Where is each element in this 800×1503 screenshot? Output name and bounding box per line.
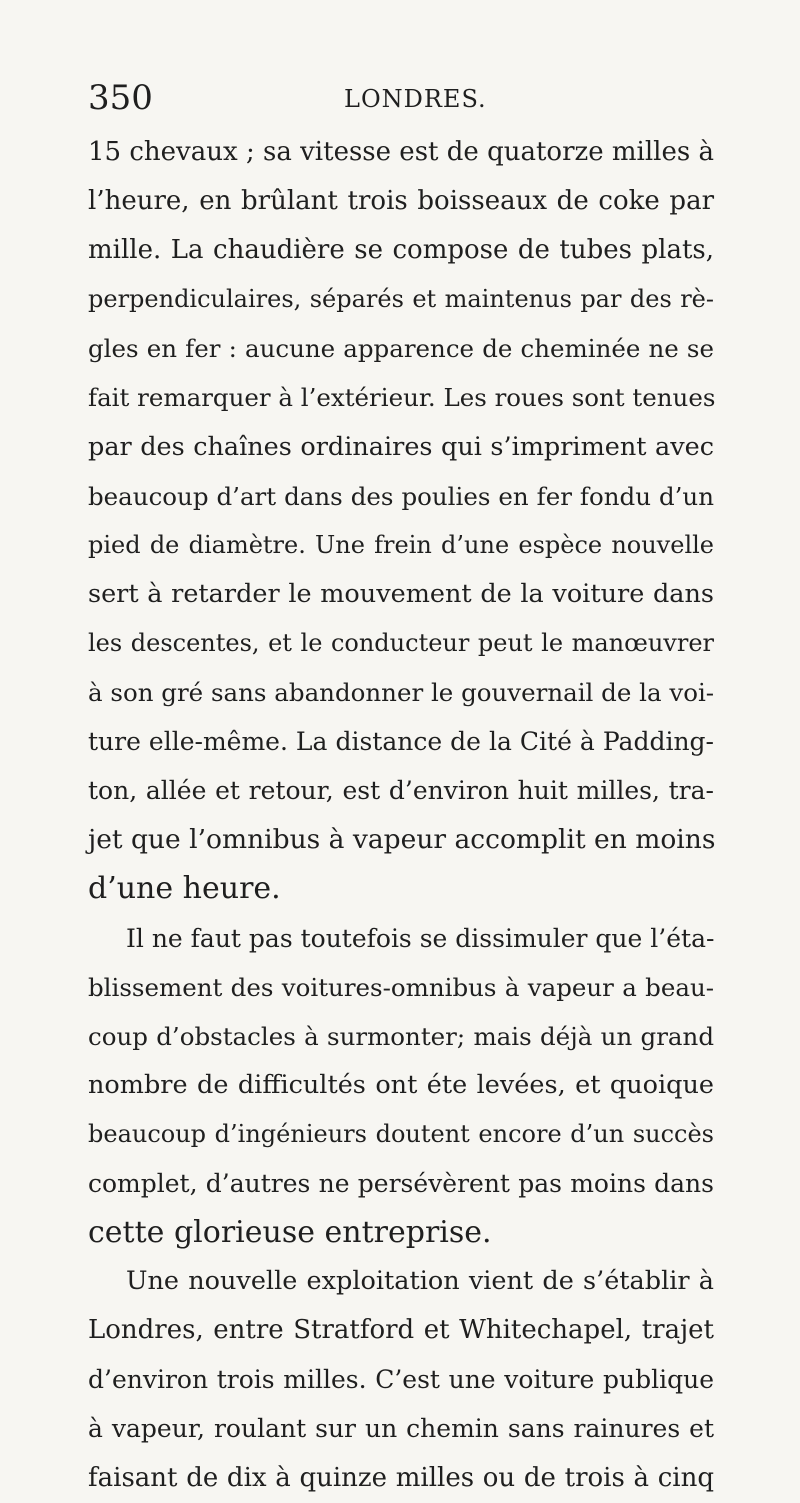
text-line: mille. La chaudière se compose de tubes plats,	[88, 235, 714, 266]
text-line: Londres, entre Stratford et Whitechapel, trajet	[88, 1315, 714, 1346]
page-number: 350	[88, 78, 153, 118]
text-line: perpendiculaires, séparés et maintenus par des rè-	[88, 285, 714, 314]
running-head: LONDRES.	[344, 85, 487, 113]
text-line: beaucoup d’art dans des poulies en fer fondu d’un	[88, 481, 714, 511]
text-line: beaucoup d’ingénieurs doutent encore d’un succès	[88, 1119, 714, 1148]
text-line: nombre de difficultés ont éte levées, et quoique	[88, 1069, 714, 1100]
text-line: gles en fer : aucune apparence de cheminée ne se	[88, 334, 714, 364]
body-text	[88, 128, 714, 1503]
text-line: d’environ trois milles. C’est une voiture publique	[88, 1365, 714, 1395]
text-line: complet, d’autres ne persévèrent pas moins dans	[88, 1168, 714, 1198]
text-line: les descentes, et le conducteur peut le manœuvrer	[88, 628, 714, 657]
text-line: jet que l’omnibus à vapeur accomplit en moins	[88, 824, 716, 856]
text-line: sert à retarder le mouvement de la voiture dans	[88, 578, 714, 609]
text-line: faisant de dix à quinze milles ou de trois à cinq	[88, 1462, 714, 1493]
text-line: l’heure, en brûlant trois boisseaux de coke par	[88, 186, 714, 217]
text-line: à vapeur, roulant sur un chemin sans rainures et	[88, 1414, 714, 1444]
text-line: pied de diamètre. Une frein d’une espèce nouvelle	[88, 530, 714, 559]
text-line: fait remarquer à l’extérieur. Les roues sont tenues	[88, 383, 716, 413]
text-line: d’une heure.	[88, 871, 281, 907]
text-line: coup d’obstacles à surmonter; mais déjà un grand	[88, 1021, 714, 1051]
text-line: Il ne faut pas toutefois se dissimuler que l’éta-	[126, 923, 715, 953]
text-line: cette glorieuse entreprise.	[88, 1215, 492, 1251]
text-line: ture elle-même. La distance de la Cité à Padding-	[88, 727, 714, 757]
text-line: ton, allée et retour, est d’environ huit milles, tra-	[88, 776, 714, 806]
text-line: par des chaînes ordinaires qui s’impriment avec	[88, 431, 714, 462]
text-line: blissement des voitures-omnibus à vapeur a beau-	[88, 972, 714, 1002]
text-line: 15 chevaux ; sa vitesse est de quatorze milles à	[88, 137, 714, 167]
text-line: Une nouvelle exploitation vient de s’établir à	[126, 1266, 714, 1297]
text-line: à son gré sans abandonner le gouvernail de la voi-	[88, 678, 715, 708]
